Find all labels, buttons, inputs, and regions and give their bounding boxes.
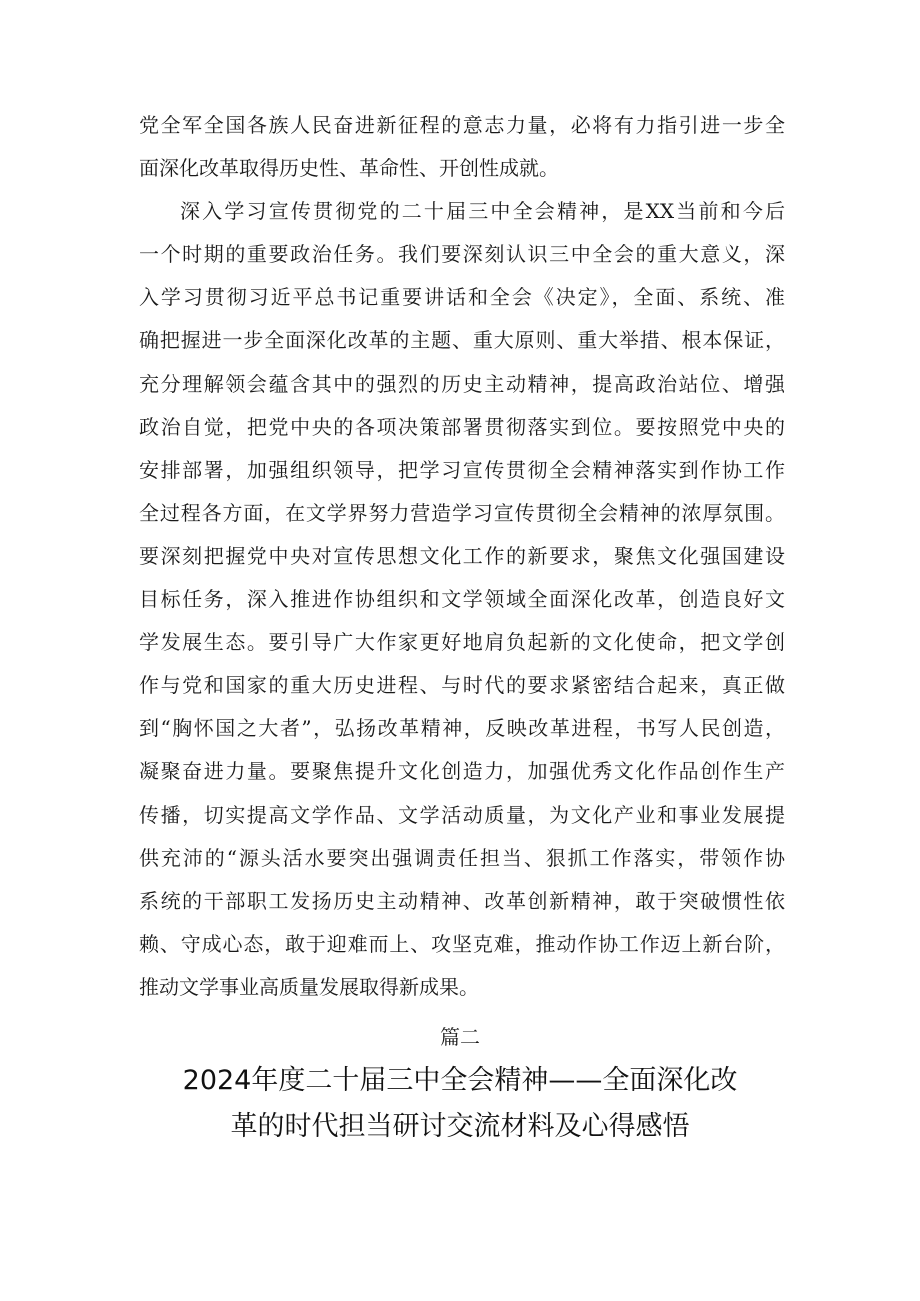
paragraph-line: 党全军全国各族人民奋进新征程的意志力量，必将有力指引进一步全	[139, 113, 785, 137]
paragraph-line: 学发展生态。要引导广大作家更好地肩负起新的文化使命，把文学创	[139, 630, 785, 655]
document-title	[160, 1058, 760, 1150]
paragraph-line: 确把握进一步全面深化改革的主题、重大原则、重大举措、根本保证，	[139, 328, 785, 353]
paragraph-line: 全过程各方面，在文学界努力营造学习宣传贯彻全会精神的浓厚氛围。	[139, 500, 785, 525]
body-text	[139, 104, 785, 1009]
paragraph-line: 供充沛的“源头活水要突出强调责任担当、狠抓工作落实，带领作协	[139, 845, 785, 870]
paragraph-line: 充分理解领会蕴含其中的强烈的历史主动精神，提高政治站位、增强	[139, 371, 785, 396]
paragraph-line: 作与党和国家的重大历史进程、与时代的要求紧密结合起来，真正做	[139, 673, 785, 698]
paragraph-line: 入学习贯彻习近平总书记重要讲话和全会《决定》，全面、系统、准	[139, 285, 785, 310]
paragraph-line: 面深化改革取得历史性、革命性、开创性成就。	[139, 156, 559, 181]
paragraph-line: 一个时期的重要政治任务。我们要深刻认识三中全会的重大意义，深	[139, 242, 785, 267]
paragraph-line: 安排部署，加强组织领导，把学习宣传贯彻全会精神落实到作协工作	[139, 457, 785, 482]
section-label: 篇二	[440, 1025, 480, 1049]
paragraph-line: 推动文学事业高质量发展取得新成果。	[139, 974, 479, 999]
paragraph-line: 凝聚奋进力量。要聚焦提升文化创造力，加强优秀文化作品创作生产	[139, 759, 785, 784]
paragraph-line: 要深刻把握党中央对宣传思想文化工作的新要求，聚焦文化强国建设	[139, 543, 785, 568]
paragraph-line: 传播，切实提高文学作品、文学活动质量，为文化产业和事业发展提	[139, 802, 785, 827]
paragraph-line: 到“胸怀国之大者”，弘扬改革精神，反映改革进程，书写人民创造，	[139, 716, 785, 741]
paragraph-line: 政治自觉，把党中央的各项决策部署贯彻落实到位。要按照党中央的	[139, 414, 785, 439]
title-line: 革的时代担当研讨交流材料及心得感悟	[230, 1111, 690, 1142]
paragraph-line: 系统的干部职工发扬历史主动精神、改革创新精神，敢于突破惯性依	[139, 888, 785, 913]
paragraph-line: 赖、守成心态，敢于迎难而上、攻坚克难，推动作协工作迈上新台阶，	[139, 931, 785, 956]
title-line: 2024年度二十届三中全会精神——全面深化改	[182, 1065, 738, 1096]
paragraph-line: 目标任务，深入推进作协组织和文学领域全面深化改革，创造良好文	[139, 587, 785, 612]
paragraph-line: 深入学习宣传贯彻党的二十届三中全会精神，是XX当前和今后	[180, 199, 785, 224]
